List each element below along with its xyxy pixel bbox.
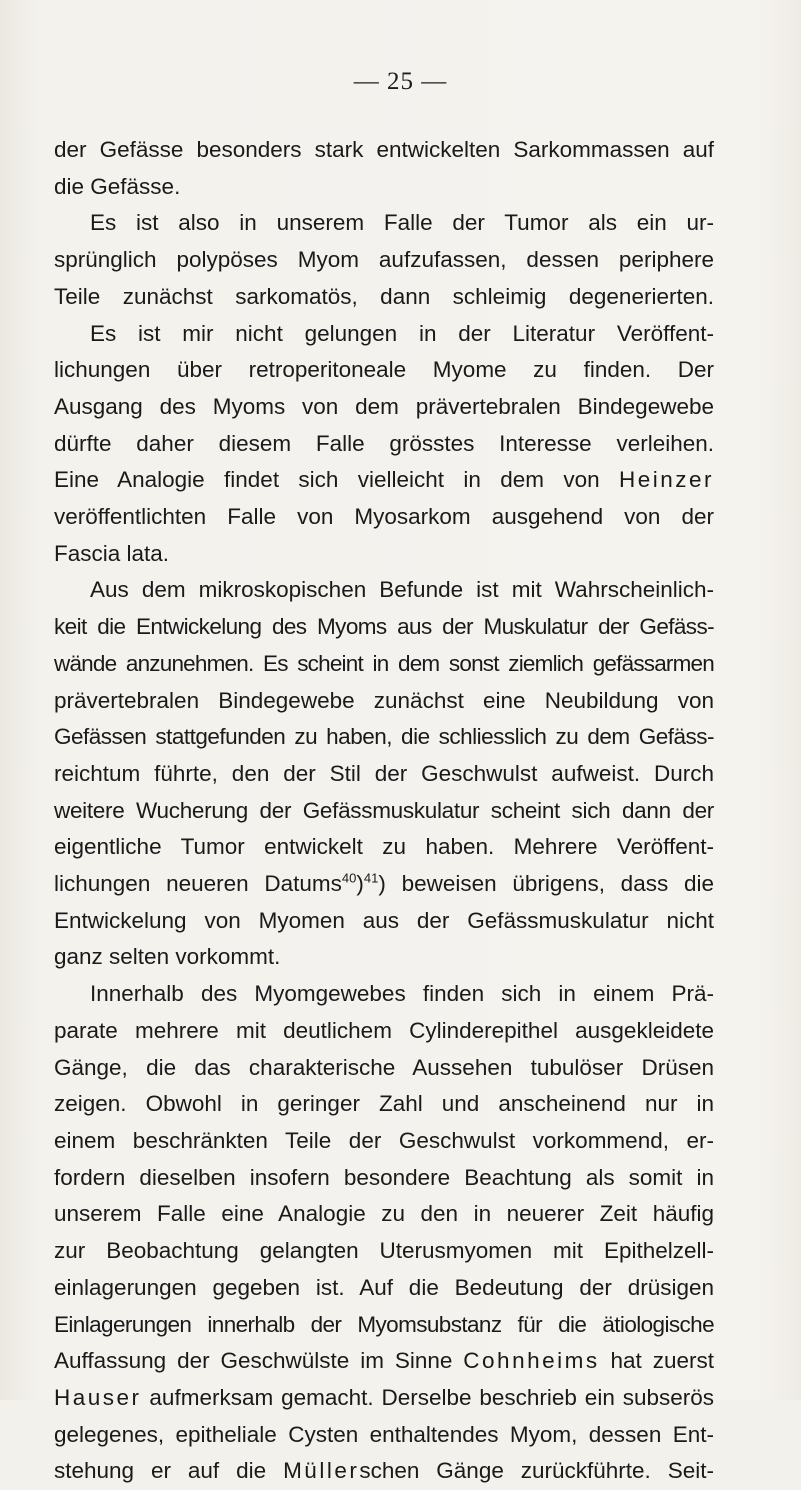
text-line: eigentliche Tumor entwickelt zu haben. Mehrere Veröffent- xyxy=(54,834,714,860)
text-line: Gänge, die das charakterische Aussehen tubulöser Drüsen xyxy=(54,1054,714,1080)
author-name-hauser: Hauser xyxy=(54,1384,142,1410)
text-line: Eine Analogie findet sich vielleicht in dem von Heinzer xyxy=(54,467,714,493)
text-line: prävertebralen Bindegewebe zunächst eine Neubildung von xyxy=(54,687,714,713)
footnote-ref-41: 41 xyxy=(363,870,379,886)
text-line: der Gefässe besonders stark entwickelten Sarkommassen auf xyxy=(54,137,714,162)
text-line: Entwickelung von Myomen aus der Gefässmuskulatur nicht xyxy=(54,907,714,933)
text-line: gelegenes, epitheliale Cysten enthaltendes Myom, dessen Ent- xyxy=(54,1421,714,1447)
author-name-mueller: Müller xyxy=(283,1458,360,1484)
text-line: Fascia lata. xyxy=(54,540,170,566)
text-line: Gefässen stattgefunden zu haben, die schliesslich zu dem Gefäss- xyxy=(54,724,714,750)
text-line: keit die Entwickelung des Myoms aus der Muskulatur der Gefäss- xyxy=(54,614,714,640)
author-name-cohnheim: Cohnheims xyxy=(463,1348,600,1374)
text-line: weitere Wucherung der Gefässmuskulatur scheint sich dann der xyxy=(54,797,714,823)
text-line: die Gefässe. xyxy=(54,173,181,199)
author-name-heinzer: Heinzer xyxy=(618,467,714,493)
text-line: ganz selten vorkommt. xyxy=(54,944,281,970)
text-line: Aus dem mikroskopischen Befunde ist mit Wahrscheinlich- xyxy=(90,577,714,603)
page-number: — 25 — xyxy=(353,68,448,95)
text-line: zur Beobachtung gelangten Uterusmyomen mit Epithelzell- xyxy=(54,1238,714,1264)
text-line: Teile zunächst sarkomatös, dann schleimig degenerierten. xyxy=(54,283,714,309)
text-line: einlagerungen gegeben ist. Auf die Bedeutung der drüsigen xyxy=(54,1274,714,1300)
text-line: sprünglich polypöses Myom aufzufassen, dessen periphere xyxy=(54,247,714,273)
text-line: wände anzunehmen. Es scheint in dem sonst ziemlich gefässarmen xyxy=(54,650,714,676)
text-line: stehung er auf die Müllerschen Gänge zurückführte. Seit- xyxy=(54,1458,714,1484)
text-line: parate mehrere mit deutlichem Cylinderepithel ausgekleidete xyxy=(54,1017,714,1043)
text-line: reichtum führte, den der Stil der Geschwulst aufweist. Durch xyxy=(54,760,714,786)
text-line: Innerhalb des Myomgewebes finden sich in einem Prä- xyxy=(90,981,714,1007)
text-line: Ausgang des Myoms von dem prävertebralen Bindegewebe xyxy=(54,393,714,419)
text-line: zeigen. Obwohl in geringer Zahl und anscheinend nur in xyxy=(54,1091,714,1117)
text-line: lichungen neueren Datums$^{40}$)$^{41}$) beweisen übrigens, dass die xyxy=(54,870,714,897)
footnote-ref-40: 40 xyxy=(341,870,357,886)
text-line: dürfte daher diesem Falle grösstes Interesse verleihen. xyxy=(54,430,714,456)
text-line: Hauser aufmerksam gemacht. Derselbe beschrieb ein subserös xyxy=(54,1384,714,1410)
text-line: Auffassung der Geschwülste im Sinne Cohnheims hat zuerst xyxy=(54,1348,714,1374)
body-text xyxy=(54,132,714,1490)
text-line: Es ist mir nicht gelungen in der Literatur Veröffent- xyxy=(90,320,714,346)
text-line: fordern dieselben insofern besondere Beachtung als somit in xyxy=(54,1164,714,1190)
text-line: veröffentlichten Falle von Myosarkom ausgehend von der xyxy=(54,504,714,530)
text-line: unserem Falle eine Analogie zu den in neuerer Zeit häufig xyxy=(54,1201,714,1227)
text-line: Es ist also in unserem Falle der Tumor als ein ur- xyxy=(90,210,714,236)
text-line: Einlagerungen innerhalb der Myomsubstanz für die ätiologische xyxy=(54,1311,714,1337)
text-line: lichungen über retroperitoneale Myome zu finden. Der xyxy=(54,357,714,383)
text-line: einem beschränkten Teile der Geschwulst vorkommend, er- xyxy=(54,1127,714,1153)
